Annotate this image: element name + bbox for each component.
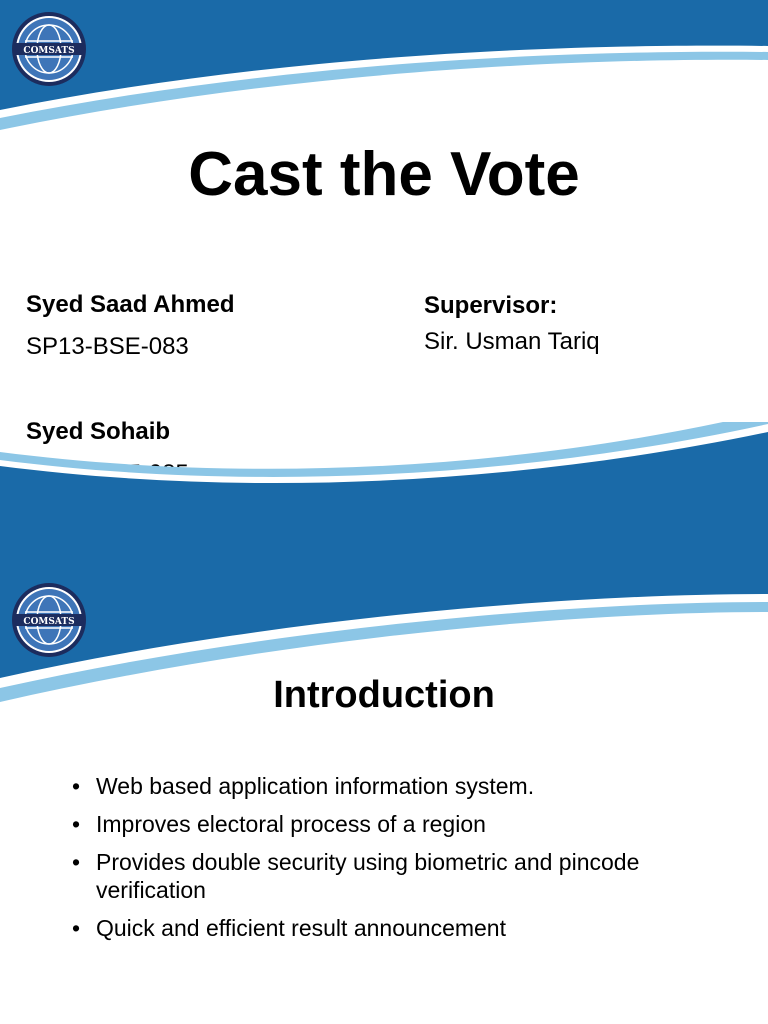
bullet-text: Improves electoral process of a region bbox=[96, 811, 486, 837]
svg-text:COMSATS: COMSATS bbox=[23, 617, 75, 627]
bullet-list bbox=[72, 772, 732, 952]
list-item bbox=[72, 772, 732, 800]
bullet-text: Quick and efficient result announcement bbox=[96, 915, 506, 941]
student-name: Syed Sohaib bbox=[26, 418, 171, 445]
bullet-icon: • bbox=[72, 773, 81, 799]
header-wave bbox=[0, 0, 768, 140]
slide-title: Cast the Vote bbox=[188, 140, 580, 209]
student-1 bbox=[26, 290, 235, 362]
supervisor-label: Supervisor: bbox=[424, 292, 558, 319]
bullet-icon: • bbox=[72, 915, 81, 941]
bullet-text: Provides double security using biometric and pincode verification bbox=[96, 849, 640, 903]
list-item bbox=[72, 810, 732, 838]
footer-wave bbox=[0, 422, 768, 512]
introduction-slide bbox=[0, 512, 768, 1024]
supervisor-name: Sir. Usman Tariq bbox=[424, 328, 600, 355]
svg-text:COMSATS: COMSATS bbox=[23, 46, 75, 56]
bullet-icon: • bbox=[72, 849, 81, 875]
comsats-logo bbox=[11, 582, 87, 658]
student-id: SP13-BSE-083 bbox=[26, 333, 189, 360]
comsats-logo bbox=[11, 11, 87, 87]
list-item bbox=[72, 914, 732, 942]
student-name: Syed Saad Ahmed bbox=[26, 291, 235, 318]
bullet-text: Web based application information system. bbox=[96, 773, 535, 799]
supervisor-block bbox=[424, 291, 600, 357]
slide-title: Introduction bbox=[273, 674, 495, 716]
list-item bbox=[72, 848, 732, 904]
bullet-icon: • bbox=[72, 811, 81, 837]
